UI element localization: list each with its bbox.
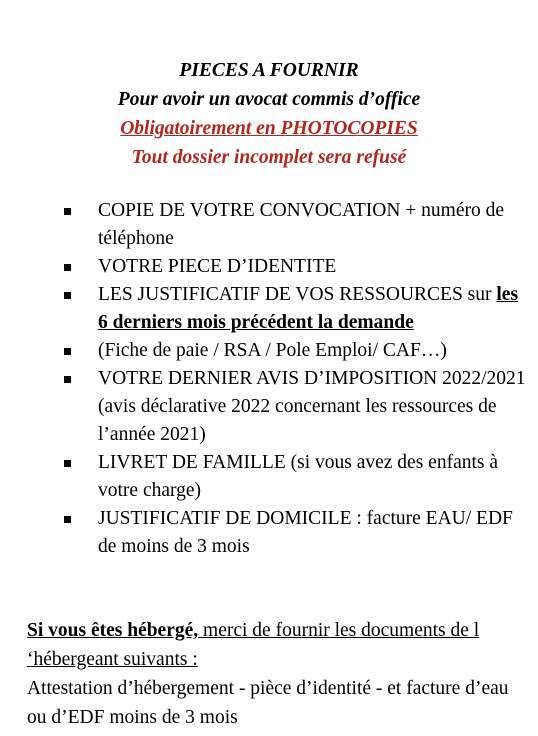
list-item (0, 449, 538, 505)
square-bullet-icon (64, 376, 71, 383)
square-bullet-icon (64, 208, 71, 215)
document-subtitle: Pour avoir un avocat commis d’office (117, 89, 421, 110)
list-item-text: JUSTIFICATIF DE DOMICILE : facture EAU/ EDF de moins de 3 mois (98, 508, 513, 557)
square-bullet-icon (64, 348, 71, 355)
list-item (0, 197, 538, 253)
incomplete-file-warning: Tout dossier incomplet sera refusé (131, 147, 407, 168)
square-bullet-icon (64, 264, 71, 271)
list-item (0, 505, 538, 561)
list-item-text: VOTRE DERNIER AVIS D’IMPOSITION 2022/2021 (avis déclarative 2022 concernant les ressources de l’année 2021) (98, 368, 526, 445)
list-item-text: COPIE DE VOTRE CONVOCATION + numéro de téléphone (98, 200, 505, 249)
list-item-text: LIVRET DE FAMILLE (si vous avez des enfants à votre charge) (98, 452, 499, 501)
list-item-emphasis: les 6 derniers mois précédent la demande (98, 284, 519, 333)
hosted-label: Si vous êtes hébergé, (27, 620, 199, 641)
square-bullet-icon (64, 516, 71, 523)
hosted-section (27, 616, 532, 732)
square-bullet-icon (64, 292, 71, 299)
list-item (0, 281, 538, 337)
list-item-text: LES JUSTIFICATIF DE VOS RESSOURCES sur (98, 284, 497, 305)
document-header (0, 56, 538, 172)
list-item-text: VOTRE PIECE D’IDENTITE (98, 256, 337, 277)
list-item (0, 337, 538, 365)
document-title: PIECES A FOURNIR (179, 60, 359, 81)
list-item (0, 253, 538, 281)
hosted-documents: Attestation d’hébergement - pièce d’identité - et facture d’eau ou d’EDF moins de 3 mois (27, 678, 509, 728)
square-bullet-icon (64, 460, 71, 467)
photocopies-note: Obligatoirement en PHOTOCOPIES (120, 118, 418, 139)
hosted-request: merci de fournir les documents de l ‘hébergeant suivants : (27, 620, 480, 670)
list-item (0, 365, 538, 449)
documents-list (0, 197, 538, 561)
list-item-text: (Fiche de paie / RSA / Pole Emploi/ CAF…) (98, 340, 447, 361)
